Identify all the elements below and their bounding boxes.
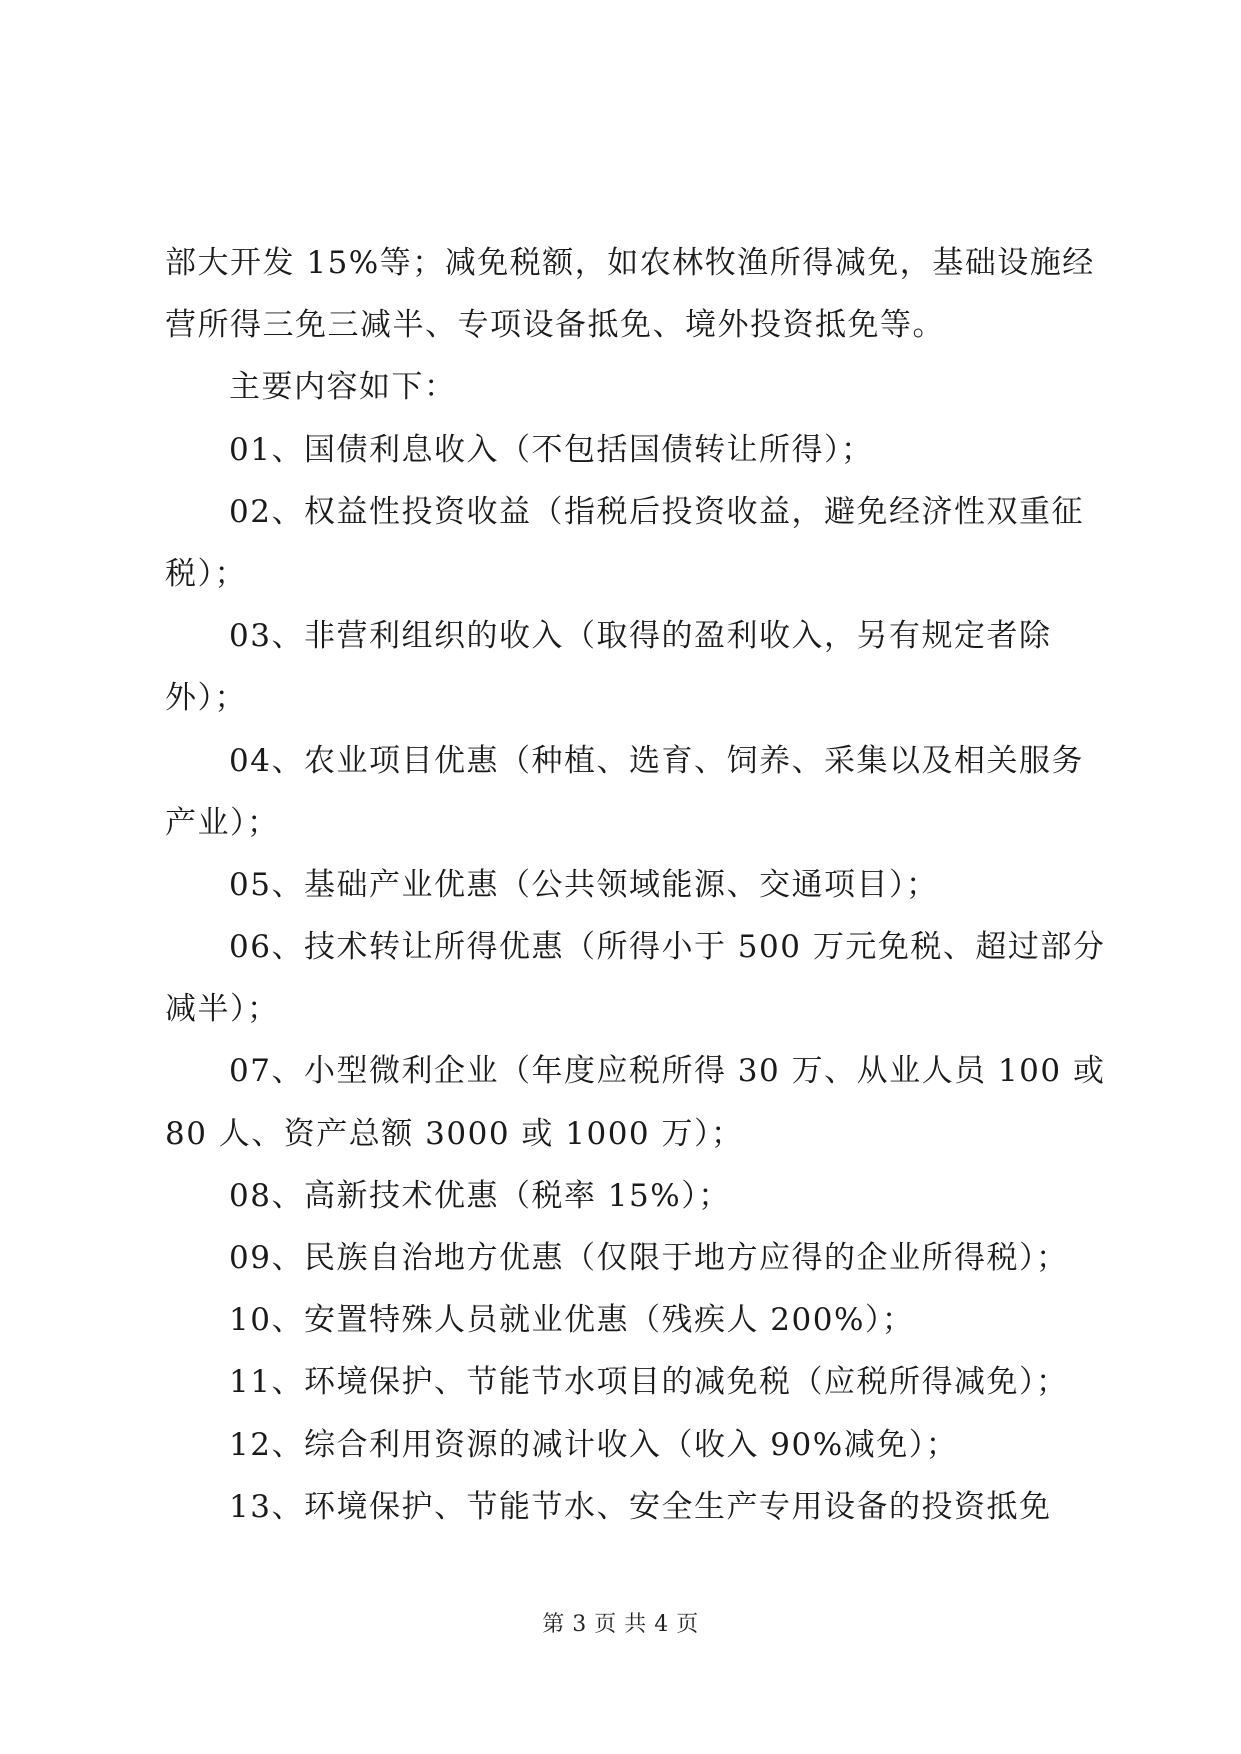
text-line-9: 04、农业项目优惠（种植、选育、饲养、采集以及相关服务 bbox=[229, 742, 1084, 779]
text-line-2: 营所得三免三减半、专项设备抵免、境外投资抵免等。 bbox=[165, 307, 945, 344]
text-line-4: 01、国债利息收入（不包括国债转让所得）； bbox=[229, 431, 874, 468]
text-line-5: 02、权益性投资收益（指税后投资收益，避免经济性双重征 bbox=[229, 493, 1084, 530]
text-line-14: 07、小型微利企业（年度应税所得 30 万、从业人员 100 或 bbox=[229, 1053, 1106, 1090]
text-line-18: 10、安置特殊人员就业优惠（残疾人 200%）； bbox=[229, 1302, 915, 1339]
text-line-6: 税）； bbox=[165, 555, 247, 592]
text-line-11: 05、基础产业优惠（公共领域能源、交通项目）； bbox=[229, 866, 939, 903]
text-line-19: 11、环境保护、节能节水项目的减免税（应税所得减免）； bbox=[229, 1364, 1069, 1401]
text-line-13: 减半）； bbox=[165, 991, 280, 1028]
text-line-1: 部大开发 15%等；减免税额，如农林牧渔所得减免，基础设施经 bbox=[165, 245, 1095, 281]
text-line-16: 08、高新技术优惠（税率 15%）； bbox=[229, 1177, 731, 1214]
text-line-15: 80 人、资产总额 3000 或 1000 万）； bbox=[165, 1115, 744, 1152]
page-number-footer: 第 3 页 共 4 页 bbox=[542, 1612, 699, 1637]
text-line-3: 主要内容如下： bbox=[229, 369, 457, 406]
text-line-7: 03、非营利组织的收入（取得的盈利收入，另有规定者除 bbox=[229, 618, 1052, 655]
text-line-8: 外）； bbox=[165, 680, 247, 717]
document-body bbox=[165, 232, 1106, 1538]
text-line-21: 13、环境保护、节能节水、安全生产专用设备的投资抵免 bbox=[229, 1488, 1052, 1525]
text-line-12: 06、技术转让所得优惠（所得小于 500 万元免税、超过部分 bbox=[229, 929, 1106, 966]
text-line-20: 12、综合利用资源的减计收入（收入 90%减免）； bbox=[229, 1426, 959, 1463]
text-line-17: 09、民族自治地方优惠（仅限于地方应得的企业所得税）； bbox=[229, 1240, 1069, 1276]
text-line-10: 产业）； bbox=[165, 804, 280, 841]
